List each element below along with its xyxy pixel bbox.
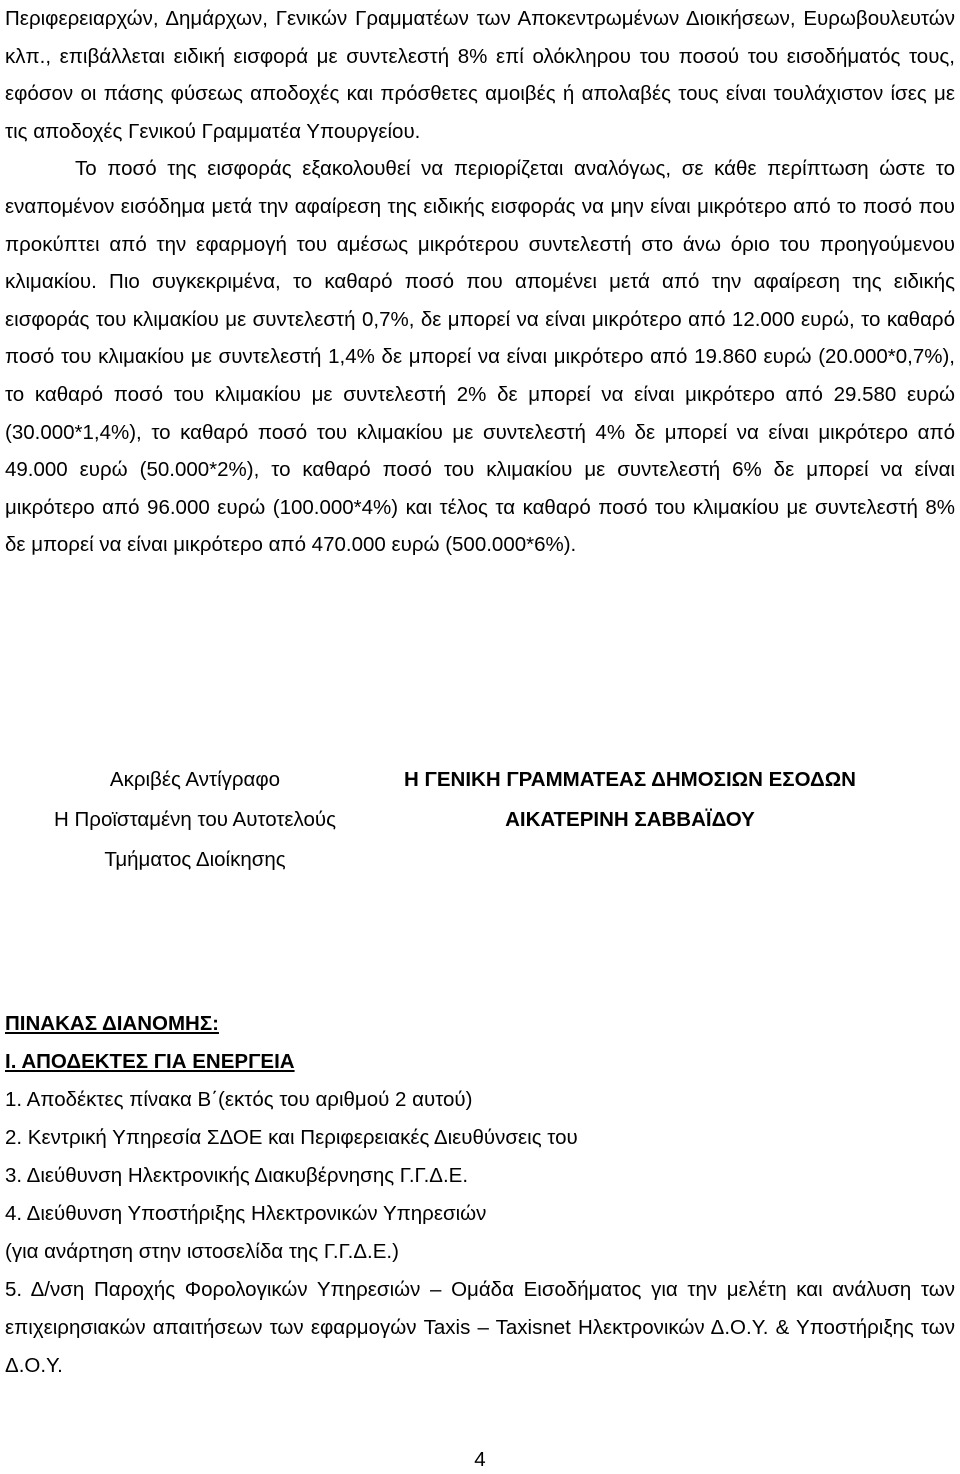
body-text — [5, 0, 955, 564]
list-item: 2. Κεντρική Υπηρεσία ΣΔΟΕ και Περιφερειακές Διευθύνσεις του — [5, 1126, 578, 1149]
signatory-name: ΑΙΚΑΤΕΡΙΝΗ ΣΑΒΒΑΪΔΟΥ — [505, 808, 755, 831]
department-name: Τμήματος Διοίκησης — [104, 848, 286, 871]
list-item: 4. Διεύθυνση Υποστήριξης Ηλεκτρονικών Υπηρεσιών — [5, 1202, 487, 1225]
list-item: (για ανάρτηση στην ιστοσελίδα της Γ.Γ.Δ.Ε.) — [5, 1240, 399, 1263]
page-number: 4 — [474, 1448, 486, 1471]
head-of-department-label: Η Προϊσταμένη του Αυτοτελούς — [54, 808, 336, 831]
distribution-list — [5, 1005, 955, 1385]
signatory-title: Η ΓΕΝΙΚΗ ΓΡΑΜΜΑΤΕΑΣ ΔΗΜΟΣΙΩΝ ΕΣΟΔΩΝ — [404, 768, 856, 791]
list-item: 1. Αποδέκτες πίνακα Β΄(εκτός του αριθμού 2 αυτού) — [5, 1088, 473, 1111]
distribution-heading: ΠΙΝΑΚΑΣ ΔΙΑΝΟΜΗΣ: — [5, 1012, 219, 1035]
paragraph-1: Περιφερειαρχών, Δημάρχων, Γενικών Γραμματέων των Αποκεντρωμένων Διοικήσεων, Ευρωβουλευτών κλπ., επιβάλλεται ειδική εισφορά με συντελεστή 8% επί ολόκληρου του ποσού του εισοδήματός τους, εφόσον οι πάσης φύσεως αποδοχές και πρόσθετες αμοιβές ή απολαβές τους είναι τουλάχιστον ίσες με τις αποδοχές Γενικού Γραμματέα Υπουργείου. — [5, 7, 955, 143]
signatory-block — [350, 760, 910, 840]
list-item: 3. Διεύθυνση Ηλεκτρονικής Διακυβέρνησης Γ.Γ.Δ.Ε. — [5, 1164, 469, 1187]
recipients-for-action-heading: Ι. ΑΠΟΔΕΚΤΕΣ ΓΙΑ ΕΝΕΡΓΕΙΑ — [5, 1050, 295, 1073]
paragraph-2: Το ποσό της εισφοράς εξακολουθεί να περιορίζεται αναλόγως, σε κάθε περίπτωση ώστε το εναπομένον εισόδημα μετά την αφαίρεση της ειδικής εισφοράς να μην είναι μικρότερο από το ποσό που προκύπτει από την εφαρμογή του αμέσως μικρότερου συντελεστή στο άνω όριο του προηγούμενου κλιμακίου. Πιο συγκεκριμένα, το καθαρό ποσό που απομένει μετά από την αφαίρεση της ειδικής εισφοράς του κλιμακίου με συντελεστή 0,7%, δε μπορεί να είναι μικρότερο από 12.000 ευρώ, το καθαρό ποσό του κλιμακίου με συντελεστή 1,4% δε μπορεί να είναι μικρότερο από 19.860 ευρώ (20.000*0,7%), το καθαρό ποσό του κλιμακίου με συντελεστή 2% δε μπορεί να είναι μικρότερο από 29.580 ευρώ (30.000*1,4%), το καθαρό ποσό του κλιμακίου με συντελεστή 4% δε μπορεί να είναι μικρότερο από 49.000 ευρώ (50.000*2%), το καθαρό ποσό του κλιμακίου με συντελεστή 6% δε μπορεί να είναι μικρότερο από 96.000 ευρώ (100.000*4%) και τέλος τα καθαρό ποσό του κλιμακίου με συντελεστή 8% δε μπορεί να είναι μικρότερο από 470.000 ευρώ (500.000*6%). — [5, 157, 955, 557]
certified-copy-block — [0, 760, 390, 880]
certified-copy-label: Ακριβές Αντίγραφο — [109, 768, 281, 791]
list-item: 5. Δ/νση Παροχής Φορολογικών Υπηρεσιών – Ομάδα Εισοδήματος για την μελέτη και ανάλυση των επιχειρησιακών απαιτήσεων των εφαρμογών Taxis – Taxisnet Ηλεκτρονικών Δ.Ο.Υ. & Υποστήριξης των Δ.Ο.Υ. — [5, 1278, 955, 1377]
